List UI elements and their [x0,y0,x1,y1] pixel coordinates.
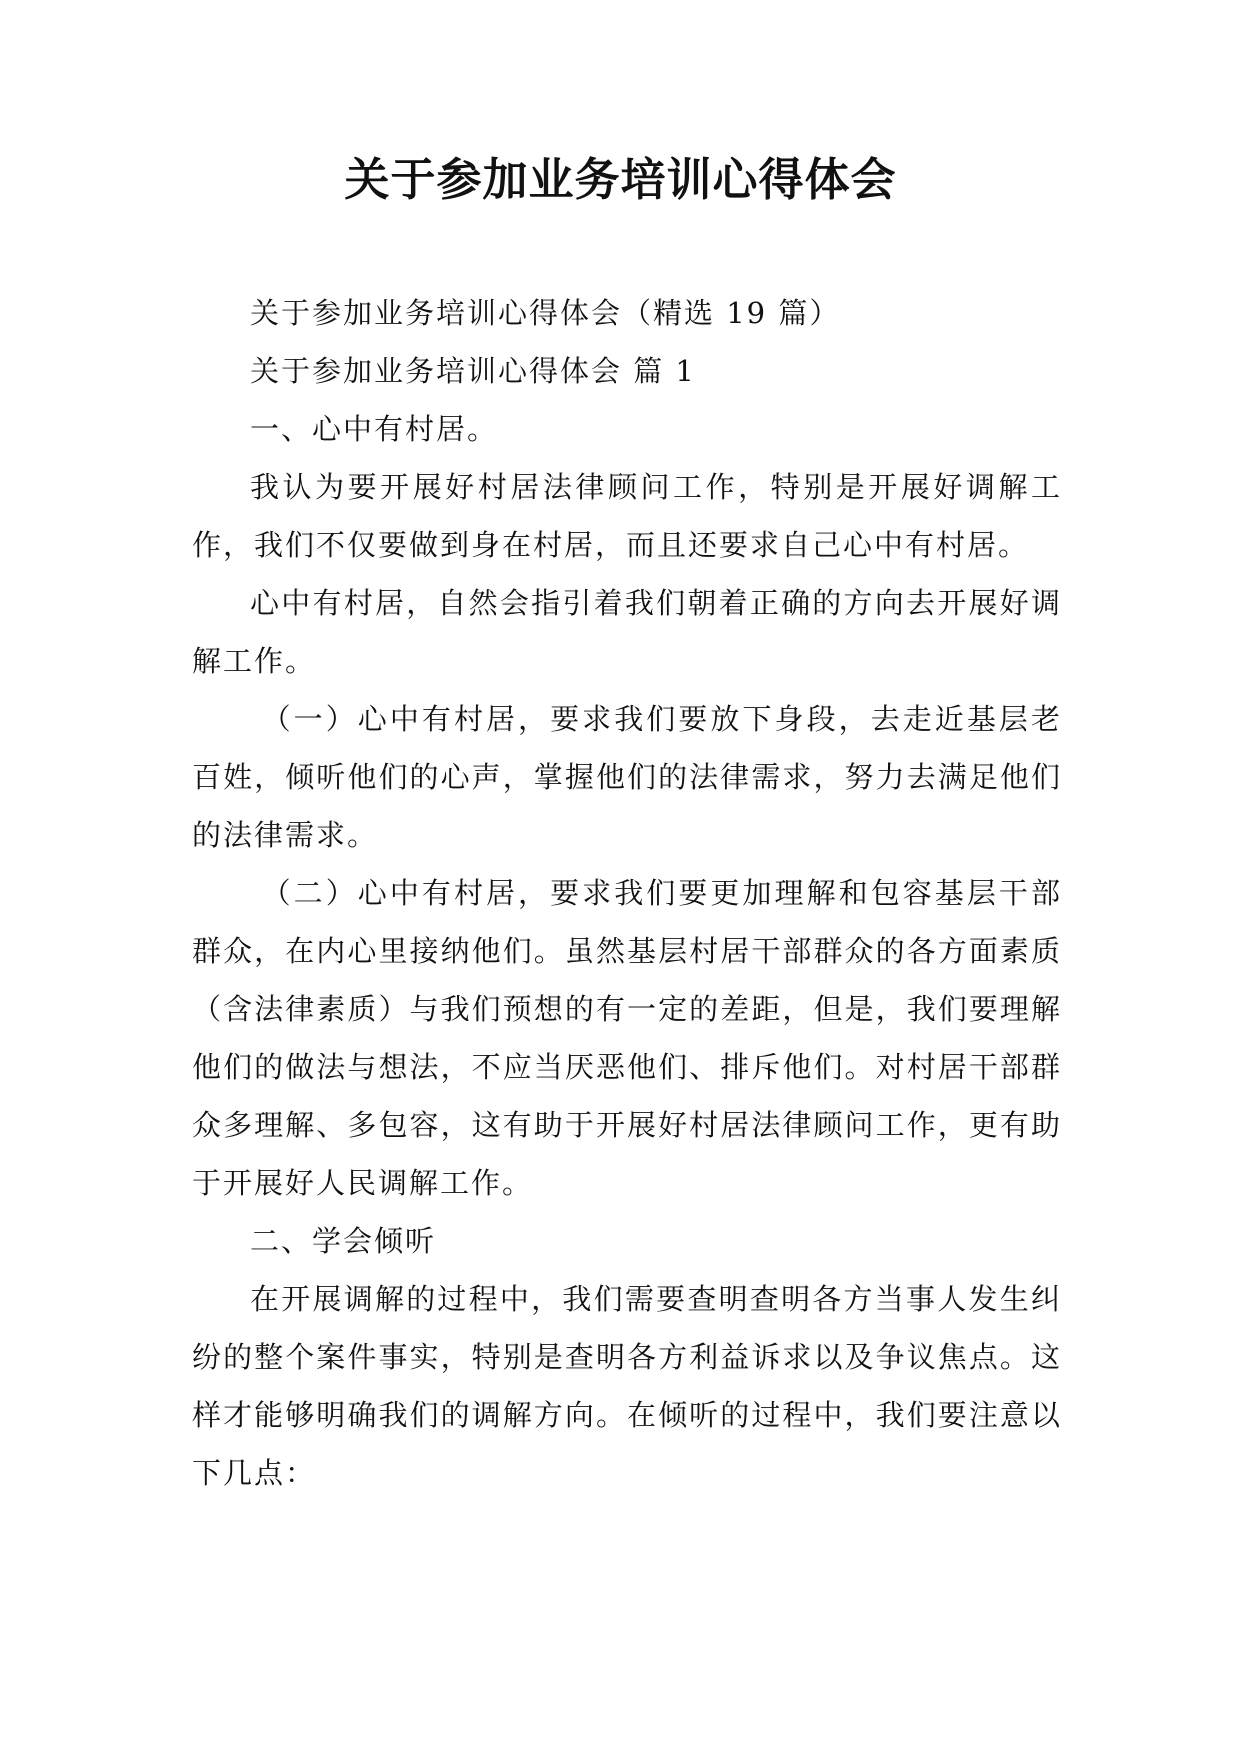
paragraph-subtitle: 关于参加业务培训心得体会（精选 19 篇） [250,296,841,330]
section-heading-2: 二、学会倾听 [250,1224,437,1258]
paragraph-item-2: （二）心中有村居，要求我们要更加理解和包容基层干部群众，在内心里接纳他们。虽然基层村居干部群众的各方面素质（含法律素质）与我们预想的有一定的差距，但是，我们要理解他们的做法与想法，不应当厌恶他们、排斥他们。对村居干部群众多理解、多包容，这有助于开展好村居法律顾问工作，更有助于开展好人民调解工作。 [192,876,1062,1200]
paragraph: 心中有村居，自然会指引着我们朝着正确的方向去开展好调解工作。 [192,586,1062,678]
document-title: 关于参加业务培训心得体会 [344,153,897,206]
paragraph-part-heading: 关于参加业务培训心得体会 篇 1 [250,354,696,388]
paragraph-item-1: （一）心中有村居，要求我们要放下身段，去走近基层老百姓，倾听他们的心声，掌握他们的法律需求，努力去满足他们的法律需求。 [192,702,1062,852]
paragraph: 我认为要开展好村居法律顾问工作，特别是开展好调解工作，我们不仅要做到身在村居，而且还要求自己心中有村居。 [192,470,1062,562]
paragraph: 在开展调解的过程中，我们需要查明查明各方当事人发生纠纷的整个案件事实，特别是查明各方利益诉求以及争议焦点。这样才能够明确我们的调解方向。在倾听的过程中，我们要注意以下几点： [192,1282,1062,1490]
document-body [192,284,1062,1502]
section-heading-1: 一、心中有村居。 [250,412,499,446]
